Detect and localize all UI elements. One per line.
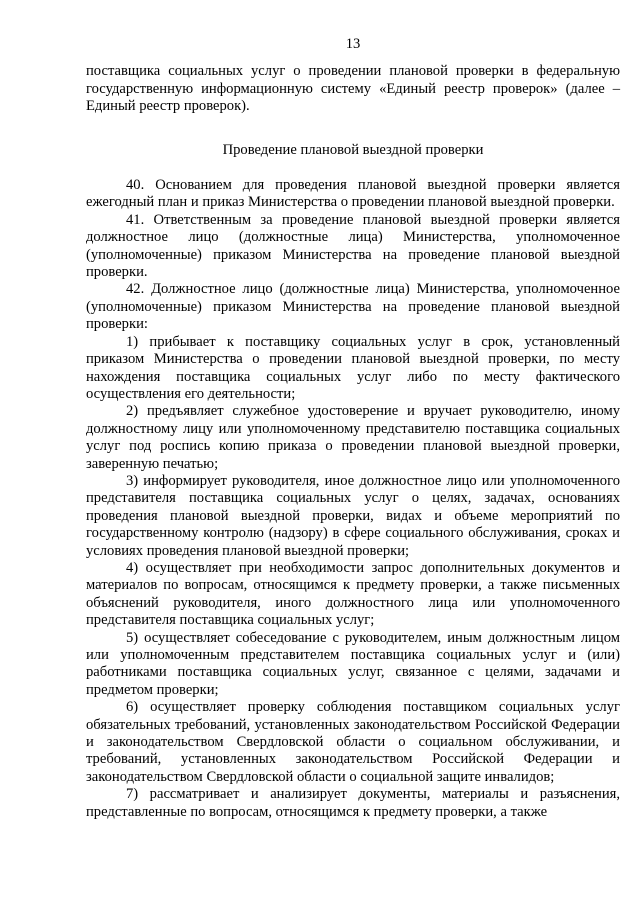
list-item-2: 2) предъявляет служебное удостоверение и вручает руководителю, иному должностному лицу или уполномоченному представителю поставщика социальных услуг под роспись копию приказа о проведении плановой выездной проверки, заверенную печатью; — [86, 403, 620, 472]
list-item-5: 5) осуществляет собеседование с руководителем, иным должностным лицом или уполномоченным представителем поставщика социальных услуг и (или) работниками поставщика социальных услуг, связанное с целями, задачами и предметом проверки; — [86, 629, 620, 698]
paragraph-42: 42. Должностное лицо (должностные лица) Министерства, уполномоченное (уполномоченные) приказом Министерства на проведение плановой выездной проверки: — [86, 281, 620, 333]
paragraph-40: 40. Основанием для проведения плановой выездной проверки является ежегодный план и приказ Министерства о проведении плановой выездной проверки. — [86, 177, 620, 211]
intro-paragraph: поставщика социальных услуг о проведении плановой проверки в федеральную государственную информационную систему «Единый реестр проверок» (далее – Единый реестр проверок). — [86, 63, 620, 115]
list-item-7: 7) рассматривает и анализирует документы, материалы и разъяснения, представленные по вопросам, относящимся к предмету проверки, а также — [86, 786, 620, 820]
list-item-1: 1) прибывает к поставщику социальных услуг в срок, установленный приказом Министерства о проведении плановой выездной проверки, по месту нахождения поставщика социальных услуг либо по месту фактического осуществления его деятельности; — [86, 333, 620, 402]
list-item-4: 4) осуществляет при необходимости запрос дополнительных документов и материалов по вопросам, относящимся к предмету проверки, а также письменных объяснений руководителя, иного должностного лица или уполномоченного представителя поставщика социальных услуг; — [86, 559, 620, 629]
document-page — [86, 36, 620, 821]
paragraph-41: 41. Ответственным за проведение плановой выездной проверки является должностное лицо (должностные лица) Министерства, уполномоченное (уполномоченные) приказом Министерства на проведение плановой выездной проверки. — [86, 211, 620, 281]
list-item-3: 3) информирует руководителя, иное должностное лицо или уполномоченного представителя поставщика социальных услуг о целях, задачах, основаниях проведения плановой выездной проверки, видах и объеме мероприятий по государственному контролю (надзору) в сфере социального обслуживания, сроках и условиях проведения плановой выездной проверки; — [86, 472, 620, 559]
page-number: 13 — [345, 36, 361, 52]
section-title: Проведение плановой выездной проверки — [222, 141, 484, 158]
list-item-6: 6) осуществляет проверку соблюдения поставщиком социальных услуг обязательных требований, установленных законодательством Российской Федерации и законодательством Свердловской области о социальном обслуживании, и требований, установленных законодательством Российской Федерации и законодательством Свердловской области о социальной защите инвалидов; — [86, 699, 620, 785]
